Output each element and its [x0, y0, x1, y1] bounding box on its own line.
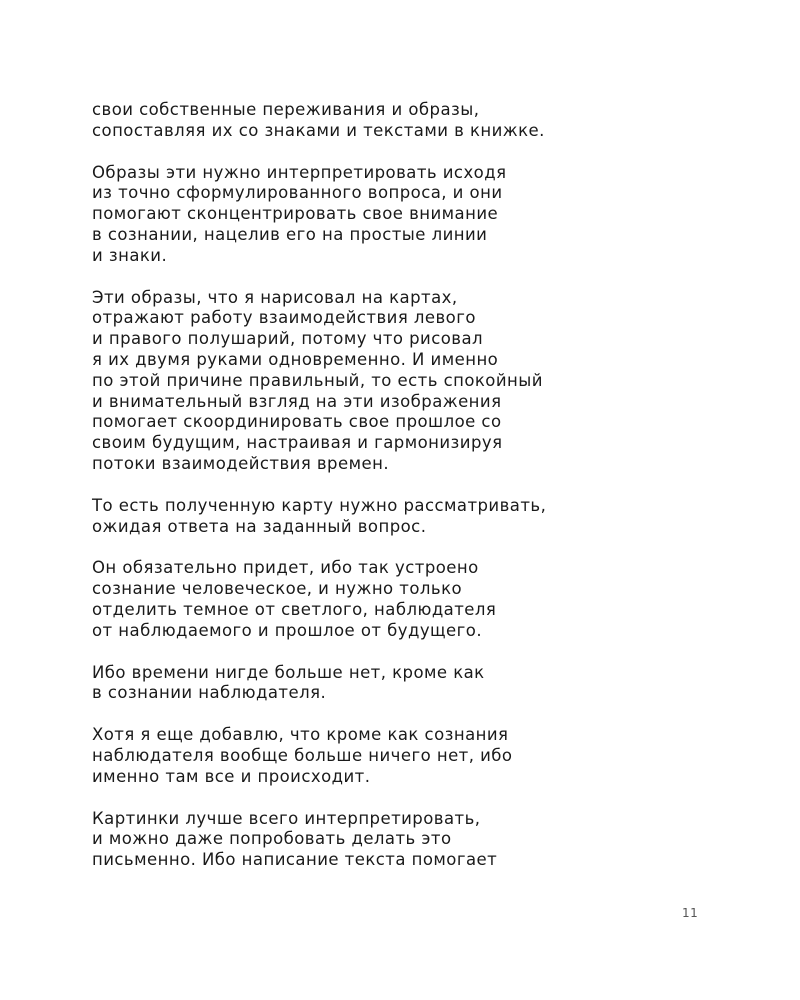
text-line: То есть полученную карту нужно рассматривать,	[92, 495, 547, 515]
text-line: в сознании, нацелив его на простые линии	[92, 224, 488, 244]
text-line: отражают работу взаимодействия левого	[92, 308, 476, 328]
text-line: потоки взаимодействия времен.	[92, 453, 390, 473]
text-line: именно там все и происходит.	[92, 766, 371, 786]
text-line: по этой причине правильный, то есть спокойный	[92, 370, 543, 390]
text-line: от наблюдаемого и прошлое от будущего.	[92, 620, 483, 640]
text-line: в сознании наблюдателя.	[92, 683, 327, 703]
text-line: и внимательный взгляд на эти изображения	[92, 391, 502, 411]
paragraph-4	[92, 496, 712, 538]
text-line: Он обязательно придет, ибо так устроено	[92, 558, 479, 578]
paragraph-6	[92, 663, 712, 705]
text-line: и правого полушарий, потому что рисовал	[92, 329, 484, 349]
text-line: Хотя я еще добавлю, что кроме как сознания	[92, 725, 509, 745]
text-line: помогает скоординировать свое прошлое со	[92, 412, 502, 432]
text-line: отделить темное от светлого, наблюдателя	[92, 599, 497, 619]
text-line: Образы эти нужно интерпретировать исходя	[92, 162, 507, 182]
paragraph-1	[92, 100, 712, 142]
text-line: я их двумя руками одновременно. И именно	[92, 349, 499, 369]
text-line: Ибо времени нигде больше нет, кроме как	[92, 662, 485, 682]
paragraph-8	[92, 809, 712, 871]
text-line: и знаки.	[92, 245, 168, 265]
page-body	[92, 100, 712, 892]
text-line: своим будущим, настраивая и гармонизируя	[92, 433, 503, 453]
text-line: сопоставляя их со знаками и текстами в книжке.	[92, 120, 545, 140]
text-line: помогают сконцентрировать свое внимание	[92, 204, 499, 224]
text-line: и можно даже попробовать делать это	[92, 829, 452, 849]
paragraph-7	[92, 725, 712, 787]
text-line: ожидая ответа на заданный вопрос.	[92, 516, 427, 536]
page-number: 11	[682, 906, 699, 920]
paragraph-5	[92, 558, 712, 641]
text-line: наблюдателя вообще больше ничего нет, ибо	[92, 745, 513, 765]
paragraph-3	[92, 288, 712, 475]
text-line: Эти образы, что я нарисовал на картах,	[92, 287, 458, 307]
text-line: сознание человеческое, и нужно только	[92, 579, 463, 599]
paragraph-2	[92, 163, 712, 267]
text-line: Картинки лучше всего интерпретировать,	[92, 808, 481, 828]
text-line: из точно сформулированного вопроса, и они	[92, 183, 503, 203]
text-line: письменно. Ибо написание текста помогает	[92, 850, 498, 870]
text-line: свои собственные переживания и образы,	[92, 100, 480, 119]
